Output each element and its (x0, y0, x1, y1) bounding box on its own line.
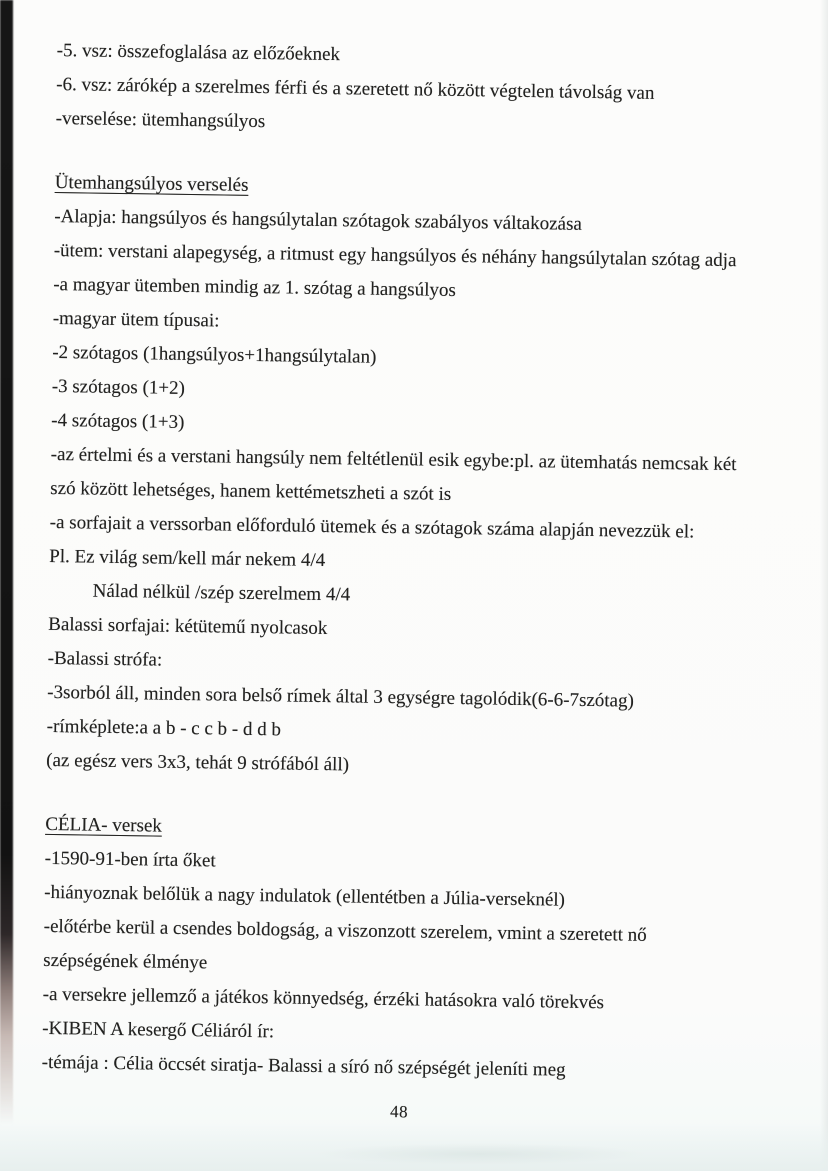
text-line: -hiányoznak belőlük a nagy indulatok (ellentétben a Júlia-verseknél) (44, 881, 566, 911)
text-line: -6. vsz: zárókép a szerelmes férfi és a szeretett nő között végtelen távolság van (56, 73, 655, 104)
text-line: -rímképlete:a a b - c c b - d d b (46, 715, 282, 741)
text-line: -az értelmi és a verstani hangsúly nem feltétlenül esik egybe:pl. az ütemhatás nemcsak két (50, 443, 737, 476)
page-number: 48 (389, 1102, 409, 1122)
text-line: Nálad nélkül /szép szerelmem 4/4 (92, 580, 351, 606)
section-heading: CÉLIA- versek (45, 813, 163, 837)
text-line: -4 szótagos (1+3) (51, 409, 185, 433)
text-line: -a sorfajait a verssorban előforduló ütemek és a szótagok száma alapján nevezzük el: (49, 511, 695, 543)
text-line: -verselése: ütemhangsúlyos (55, 107, 266, 133)
text-line: Pl. Ez világ sem/kell már nekem 4/4 (49, 545, 326, 572)
text-line: -2 szótagos (1hangsúlyos+1hangsúlytalan) (52, 341, 377, 368)
document-body (41, 34, 772, 1091)
text-line: -KIBEN A kesergő Céliáról ír: (42, 1017, 275, 1043)
text-line: (az egész vers 3x3, tehát 9 strófából áll) (46, 749, 350, 776)
text-line: szépségének élménye (43, 949, 208, 974)
text-line: -előtérbe kerül a csendes boldogság, a viszonzott szerelem, vmint a szeretett nő (43, 915, 647, 946)
text-line: -Balassi strófa: (47, 647, 163, 671)
text-line: -3sorból áll, minden sora belső rímek által 3 egységre tagolódik(6-6-7szótag) (47, 681, 635, 712)
text-line: -a magyar ütemben mindig az 1. szótag a hangsúlyos (53, 273, 456, 301)
text-line: Balassi sorfajai: kétütemű nyolcasok (48, 613, 328, 640)
text-line: -témája : Célia öccsét siratja- Balassi a síró nő szépségét jeleníti meg (41, 1051, 566, 1081)
scan-bottom-band (0, 1123, 828, 1171)
section-heading: Ütemhangsúlyos verselés (54, 171, 249, 196)
text-line: szó között lehetséges, hanem kettémetszheti a szót is (50, 477, 452, 505)
text-line: -ütem: verstani alapegység, a ritmust egy hangsúlyos és néhány hangsúlytalan szótag adja (53, 239, 737, 272)
text-line: -1590-91-ben írta őket (44, 847, 216, 872)
document-content (41, 34, 773, 1129)
scan-left-edge-shadow (0, 0, 13, 1125)
text-line: -3 szótagos (1+2) (51, 375, 186, 399)
text-line: -a versekre jellemző a játékos könnyedség, érzéki hatásokra való törekvés (42, 983, 605, 1014)
scan-right-edge-shade (820, 0, 828, 1171)
text-line: -Alapja: hangsúlyos és hangsúlytalan szótagok szabályos váltakozása (54, 205, 583, 235)
text-line: -magyar ütem típusai: (52, 307, 220, 332)
text-line: -5. vsz: összefoglalása az előzőeknek (56, 39, 341, 66)
